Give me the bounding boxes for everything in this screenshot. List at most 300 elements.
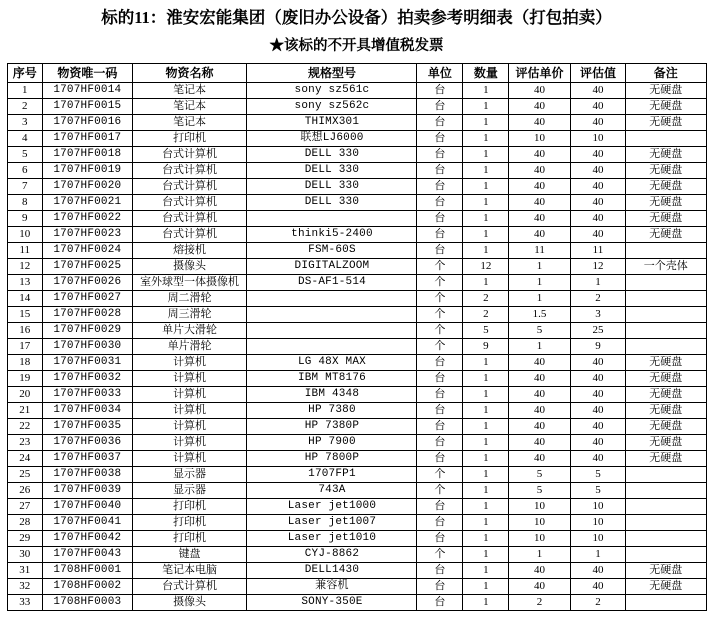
cell-model: IBM 4348 (247, 387, 417, 403)
cell-quantity: 1 (463, 355, 509, 371)
cell-name: 单片滑轮 (132, 339, 247, 355)
cell-quantity: 12 (463, 259, 509, 275)
cell-code: 1707HF0043 (42, 547, 132, 563)
cell-model: Laser jet1000 (247, 499, 417, 515)
cell-model: Laser jet1010 (247, 531, 417, 547)
table-row (7, 355, 706, 371)
cell-unit-price: 40 (509, 563, 571, 579)
cell-remark: 无硬盘 (626, 435, 706, 451)
table-row (7, 371, 706, 387)
cell-model: HP 7900 (247, 435, 417, 451)
cell-code: 1707HF0029 (42, 323, 132, 339)
cell-unit: 台 (417, 83, 463, 99)
cell-index: 8 (7, 195, 42, 211)
cell-code: 1707HF0020 (42, 179, 132, 195)
cell-unit-price: 5 (509, 323, 571, 339)
cell-value: 10 (570, 131, 625, 147)
column-header-model: 规格型号 (247, 64, 417, 83)
cell-name: 熔接机 (132, 243, 247, 259)
cell-model: HP 7380 (247, 403, 417, 419)
cell-model: DELL 330 (247, 195, 417, 211)
page-title: 标的11：淮安宏能集团（废旧办公设备）拍卖参考明细表（打包拍卖） (101, 8, 612, 27)
cell-name: 台式计算机 (132, 195, 247, 211)
cell-quantity: 1 (463, 211, 509, 227)
cell-code: 1707HF0016 (42, 115, 132, 131)
table-row (7, 563, 706, 579)
cell-value: 1 (570, 275, 625, 291)
cell-value: 3 (570, 307, 625, 323)
cell-index: 23 (7, 435, 42, 451)
cell-quantity: 5 (463, 323, 509, 339)
cell-remark (626, 483, 706, 499)
cell-quantity: 1 (463, 419, 509, 435)
cell-unit-price: 40 (509, 147, 571, 163)
cell-unit-price: 5 (509, 483, 571, 499)
cell-name: 计算机 (132, 451, 247, 467)
cell-remark: 无硬盘 (626, 419, 706, 435)
cell-value: 40 (570, 227, 625, 243)
cell-code: 1707HF0022 (42, 211, 132, 227)
table-row (7, 531, 706, 547)
cell-unit: 台 (417, 147, 463, 163)
cell-code: 1707HF0031 (42, 355, 132, 371)
cell-model (247, 211, 417, 227)
cell-name: 台式计算机 (132, 579, 247, 595)
cell-model: FSM-60S (247, 243, 417, 259)
cell-remark (626, 275, 706, 291)
cell-model: DS-AF1-514 (247, 275, 417, 291)
cell-name: 笔记本 (132, 83, 247, 99)
cell-remark (626, 243, 706, 259)
cell-remark (626, 467, 706, 483)
cell-quantity: 1 (463, 531, 509, 547)
cell-quantity: 1 (463, 195, 509, 211)
cell-unit-price: 40 (509, 115, 571, 131)
cell-value: 40 (570, 195, 625, 211)
cell-value: 40 (570, 355, 625, 371)
cell-unit: 台 (417, 195, 463, 211)
page-subtitle: ★该标的不开具增值税发票 (269, 38, 444, 54)
cell-quantity: 1 (463, 547, 509, 563)
cell-name: 计算机 (132, 371, 247, 387)
cell-model: 1707FP1 (247, 467, 417, 483)
cell-index: 10 (7, 227, 42, 243)
cell-unit: 个 (417, 323, 463, 339)
cell-value: 5 (570, 483, 625, 499)
cell-index: 26 (7, 483, 42, 499)
cell-unit-price: 40 (509, 355, 571, 371)
cell-index: 16 (7, 323, 42, 339)
cell-unit-price: 10 (509, 131, 571, 147)
cell-remark (626, 291, 706, 307)
cell-unit: 个 (417, 291, 463, 307)
cell-name: 周三滑轮 (132, 307, 247, 323)
cell-value: 40 (570, 419, 625, 435)
cell-unit-price: 40 (509, 435, 571, 451)
cell-code: 1707HF0035 (42, 419, 132, 435)
cell-model: DELL1430 (247, 563, 417, 579)
cell-code: 1708HF0001 (42, 563, 132, 579)
cell-unit: 台 (417, 579, 463, 595)
cell-quantity: 1 (463, 115, 509, 131)
cell-code: 1707HF0041 (42, 515, 132, 531)
cell-quantity: 2 (463, 291, 509, 307)
cell-index: 33 (7, 595, 42, 611)
cell-name: 计算机 (132, 419, 247, 435)
cell-code: 1707HF0026 (42, 275, 132, 291)
cell-unit: 台 (417, 531, 463, 547)
cell-unit: 台 (417, 435, 463, 451)
cell-code: 1707HF0019 (42, 163, 132, 179)
cell-unit: 个 (417, 467, 463, 483)
cell-code: 1707HF0018 (42, 147, 132, 163)
cell-code: 1708HF0002 (42, 579, 132, 595)
cell-index: 7 (7, 179, 42, 195)
cell-model: thinki5-2400 (247, 227, 417, 243)
cell-code: 1707HF0039 (42, 483, 132, 499)
cell-unit: 台 (417, 227, 463, 243)
column-header-value: 评估值 (570, 64, 625, 83)
cell-model: THIMX301 (247, 115, 417, 131)
cell-code: 1707HF0025 (42, 259, 132, 275)
cell-name: 台式计算机 (132, 211, 247, 227)
cell-code: 1707HF0030 (42, 339, 132, 355)
cell-remark: 无硬盘 (626, 227, 706, 243)
cell-unit-price: 40 (509, 83, 571, 99)
table-row (7, 547, 706, 563)
cell-model: DIGITALZOOM (247, 259, 417, 275)
cell-value: 1 (570, 547, 625, 563)
cell-index: 9 (7, 211, 42, 227)
cell-name: 打印机 (132, 531, 247, 547)
cell-name: 计算机 (132, 355, 247, 371)
cell-remark: 无硬盘 (626, 563, 706, 579)
cell-code: 1707HF0038 (42, 467, 132, 483)
cell-remark (626, 323, 706, 339)
cell-unit: 台 (417, 499, 463, 515)
cell-unit-price: 5 (509, 467, 571, 483)
cell-unit-price: 11 (509, 243, 571, 259)
cell-name: 键盘 (132, 547, 247, 563)
cell-value: 12 (570, 259, 625, 275)
column-header-remark: 备注 (626, 64, 706, 83)
table-row (7, 179, 706, 195)
cell-remark (626, 515, 706, 531)
cell-unit: 台 (417, 115, 463, 131)
table-row (7, 483, 706, 499)
cell-unit: 台 (417, 99, 463, 115)
cell-quantity: 1 (463, 435, 509, 451)
cell-quantity: 1 (463, 403, 509, 419)
cell-index: 19 (7, 371, 42, 387)
table-row (7, 339, 706, 355)
cell-remark: 无硬盘 (626, 403, 706, 419)
cell-quantity: 1 (463, 563, 509, 579)
cell-value: 40 (570, 115, 625, 131)
cell-model: IBM MT8176 (247, 371, 417, 387)
cell-code: 1707HF0015 (42, 99, 132, 115)
column-header-index: 序号 (7, 64, 42, 83)
cell-model (247, 339, 417, 355)
cell-value: 40 (570, 435, 625, 451)
cell-model: sony sz561c (247, 83, 417, 99)
cell-unit: 台 (417, 243, 463, 259)
cell-unit-price: 40 (509, 163, 571, 179)
cell-index: 18 (7, 355, 42, 371)
cell-code: 1707HF0014 (42, 83, 132, 99)
cell-code: 1707HF0042 (42, 531, 132, 547)
cell-quantity: 1 (463, 131, 509, 147)
cell-remark (626, 499, 706, 515)
cell-quantity: 1 (463, 83, 509, 99)
cell-quantity: 1 (463, 595, 509, 611)
cell-quantity: 1 (463, 371, 509, 387)
cell-name: 打印机 (132, 131, 247, 147)
table-row (7, 131, 706, 147)
cell-value: 40 (570, 387, 625, 403)
cell-unit: 台 (417, 403, 463, 419)
table-row (7, 163, 706, 179)
cell-remark: 一个壳体 (626, 259, 706, 275)
cell-unit: 个 (417, 259, 463, 275)
table-row (7, 435, 706, 451)
cell-quantity: 1 (463, 451, 509, 467)
cell-code: 1707HF0036 (42, 435, 132, 451)
cell-remark: 无硬盘 (626, 451, 706, 467)
cell-unit-price: 40 (509, 227, 571, 243)
cell-name: 打印机 (132, 499, 247, 515)
cell-index: 32 (7, 579, 42, 595)
cell-quantity: 1 (463, 179, 509, 195)
cell-value: 40 (570, 579, 625, 595)
cell-value: 9 (570, 339, 625, 355)
cell-model: DELL 330 (247, 147, 417, 163)
table-row (7, 115, 706, 131)
cell-remark (626, 131, 706, 147)
cell-index: 24 (7, 451, 42, 467)
cell-unit: 台 (417, 211, 463, 227)
table-row (7, 595, 706, 611)
cell-code: 1707HF0021 (42, 195, 132, 211)
cell-code: 1708HF0003 (42, 595, 132, 611)
cell-code: 1707HF0040 (42, 499, 132, 515)
cell-index: 14 (7, 291, 42, 307)
table-row (7, 323, 706, 339)
cell-unit-price: 40 (509, 579, 571, 595)
cell-remark: 无硬盘 (626, 371, 706, 387)
cell-index: 25 (7, 467, 42, 483)
cell-value: 25 (570, 323, 625, 339)
cell-quantity: 1 (463, 147, 509, 163)
cell-index: 31 (7, 563, 42, 579)
cell-model: LG 48X MAX (247, 355, 417, 371)
cell-code: 1707HF0028 (42, 307, 132, 323)
cell-unit-price: 1 (509, 275, 571, 291)
cell-unit-price: 40 (509, 179, 571, 195)
cell-model: 兼容机 (247, 579, 417, 595)
cell-remark (626, 531, 706, 547)
cell-name: 台式计算机 (132, 227, 247, 243)
cell-model (247, 323, 417, 339)
cell-remark: 无硬盘 (626, 579, 706, 595)
cell-name: 台式计算机 (132, 163, 247, 179)
table-row (7, 291, 706, 307)
cell-index: 5 (7, 147, 42, 163)
cell-unit-price: 40 (509, 387, 571, 403)
cell-model: Laser jet1007 (247, 515, 417, 531)
column-header-name: 物资名称 (132, 64, 247, 83)
cell-index: 1 (7, 83, 42, 99)
cell-remark: 无硬盘 (626, 83, 706, 99)
cell-code: 1707HF0024 (42, 243, 132, 259)
table-row (7, 259, 706, 275)
cell-quantity: 1 (463, 275, 509, 291)
cell-unit: 台 (417, 163, 463, 179)
cell-index: 21 (7, 403, 42, 419)
cell-name: 单片大滑轮 (132, 323, 247, 339)
cell-unit-price: 40 (509, 371, 571, 387)
cell-model: CYJ-8862 (247, 547, 417, 563)
cell-index: 4 (7, 131, 42, 147)
cell-model (247, 291, 417, 307)
cell-code: 1707HF0023 (42, 227, 132, 243)
cell-code: 1707HF0027 (42, 291, 132, 307)
cell-model: 743A (247, 483, 417, 499)
column-header-unit-price: 评估单价 (509, 64, 571, 83)
cell-unit-price: 10 (509, 515, 571, 531)
cell-value: 40 (570, 403, 625, 419)
cell-index: 20 (7, 387, 42, 403)
cell-remark: 无硬盘 (626, 115, 706, 131)
cell-unit-price: 1 (509, 259, 571, 275)
cell-remark: 无硬盘 (626, 147, 706, 163)
cell-quantity: 1 (463, 515, 509, 531)
cell-unit-price: 40 (509, 419, 571, 435)
cell-name: 台式计算机 (132, 147, 247, 163)
cell-value: 40 (570, 83, 625, 99)
cell-unit: 个 (417, 547, 463, 563)
cell-remark: 无硬盘 (626, 99, 706, 115)
cell-value: 40 (570, 147, 625, 163)
cell-unit: 台 (417, 355, 463, 371)
cell-name: 显示器 (132, 483, 247, 499)
cell-index: 15 (7, 307, 42, 323)
cell-unit-price: 1 (509, 291, 571, 307)
column-header-quantity: 数量 (463, 64, 509, 83)
cell-quantity: 1 (463, 243, 509, 259)
cell-index: 13 (7, 275, 42, 291)
cell-index: 27 (7, 499, 42, 515)
cell-model: HP 7800P (247, 451, 417, 467)
cell-remark (626, 339, 706, 355)
cell-index: 28 (7, 515, 42, 531)
cell-model: HP 7380P (247, 419, 417, 435)
table-row (7, 387, 706, 403)
cell-index: 30 (7, 547, 42, 563)
cell-index: 17 (7, 339, 42, 355)
cell-name: 计算机 (132, 387, 247, 403)
cell-name: 笔记本 (132, 115, 247, 131)
cell-unit-price: 40 (509, 211, 571, 227)
column-header-code: 物资唯一码 (42, 64, 132, 83)
cell-value: 40 (570, 163, 625, 179)
cell-unit-price: 40 (509, 99, 571, 115)
table-row (7, 147, 706, 163)
cell-index: 22 (7, 419, 42, 435)
cell-quantity: 1 (463, 99, 509, 115)
cell-quantity: 1 (463, 579, 509, 595)
cell-index: 6 (7, 163, 42, 179)
cell-quantity: 1 (463, 227, 509, 243)
table-row (7, 515, 706, 531)
cell-code: 1707HF0037 (42, 451, 132, 467)
asset-detail-table (7, 63, 707, 611)
cell-index: 12 (7, 259, 42, 275)
cell-unit-price: 40 (509, 451, 571, 467)
cell-value: 2 (570, 595, 625, 611)
table-row (7, 403, 706, 419)
cell-remark (626, 547, 706, 563)
cell-unit: 个 (417, 483, 463, 499)
cell-unit: 台 (417, 563, 463, 579)
cell-quantity: 1 (463, 387, 509, 403)
cell-unit-price: 1 (509, 339, 571, 355)
cell-quantity: 2 (463, 307, 509, 323)
cell-unit-price: 10 (509, 531, 571, 547)
table-row (7, 499, 706, 515)
cell-unit: 台 (417, 179, 463, 195)
cell-unit: 个 (417, 307, 463, 323)
cell-name: 室外球型一体摄像机 (132, 275, 247, 291)
cell-unit: 台 (417, 515, 463, 531)
table-row (7, 275, 706, 291)
cell-unit: 台 (417, 387, 463, 403)
cell-model: DELL 330 (247, 163, 417, 179)
cell-unit-price: 40 (509, 403, 571, 419)
cell-name: 笔记本 (132, 99, 247, 115)
cell-value: 10 (570, 531, 625, 547)
cell-value: 10 (570, 499, 625, 515)
cell-name: 摄像头 (132, 259, 247, 275)
cell-model: sony sz562c (247, 99, 417, 115)
cell-model: DELL 330 (247, 179, 417, 195)
cell-value: 40 (570, 563, 625, 579)
table-row (7, 83, 706, 99)
table-row (7, 243, 706, 259)
cell-quantity: 1 (463, 467, 509, 483)
cell-unit: 台 (417, 131, 463, 147)
cell-remark: 无硬盘 (626, 179, 706, 195)
cell-name: 显示器 (132, 467, 247, 483)
cell-unit-price: 1 (509, 547, 571, 563)
table-row (7, 419, 706, 435)
cell-remark: 无硬盘 (626, 355, 706, 371)
cell-unit-price: 1.5 (509, 307, 571, 323)
table-row (7, 211, 706, 227)
cell-name: 计算机 (132, 403, 247, 419)
cell-value: 40 (570, 99, 625, 115)
cell-quantity: 9 (463, 339, 509, 355)
cell-model: SONY-350E (247, 595, 417, 611)
table-row (7, 579, 706, 595)
cell-code: 1707HF0033 (42, 387, 132, 403)
cell-value: 2 (570, 291, 625, 307)
cell-unit-price: 10 (509, 499, 571, 515)
cell-unit: 个 (417, 275, 463, 291)
cell-code: 1707HF0032 (42, 371, 132, 387)
cell-unit-price: 40 (509, 195, 571, 211)
cell-remark: 无硬盘 (626, 387, 706, 403)
